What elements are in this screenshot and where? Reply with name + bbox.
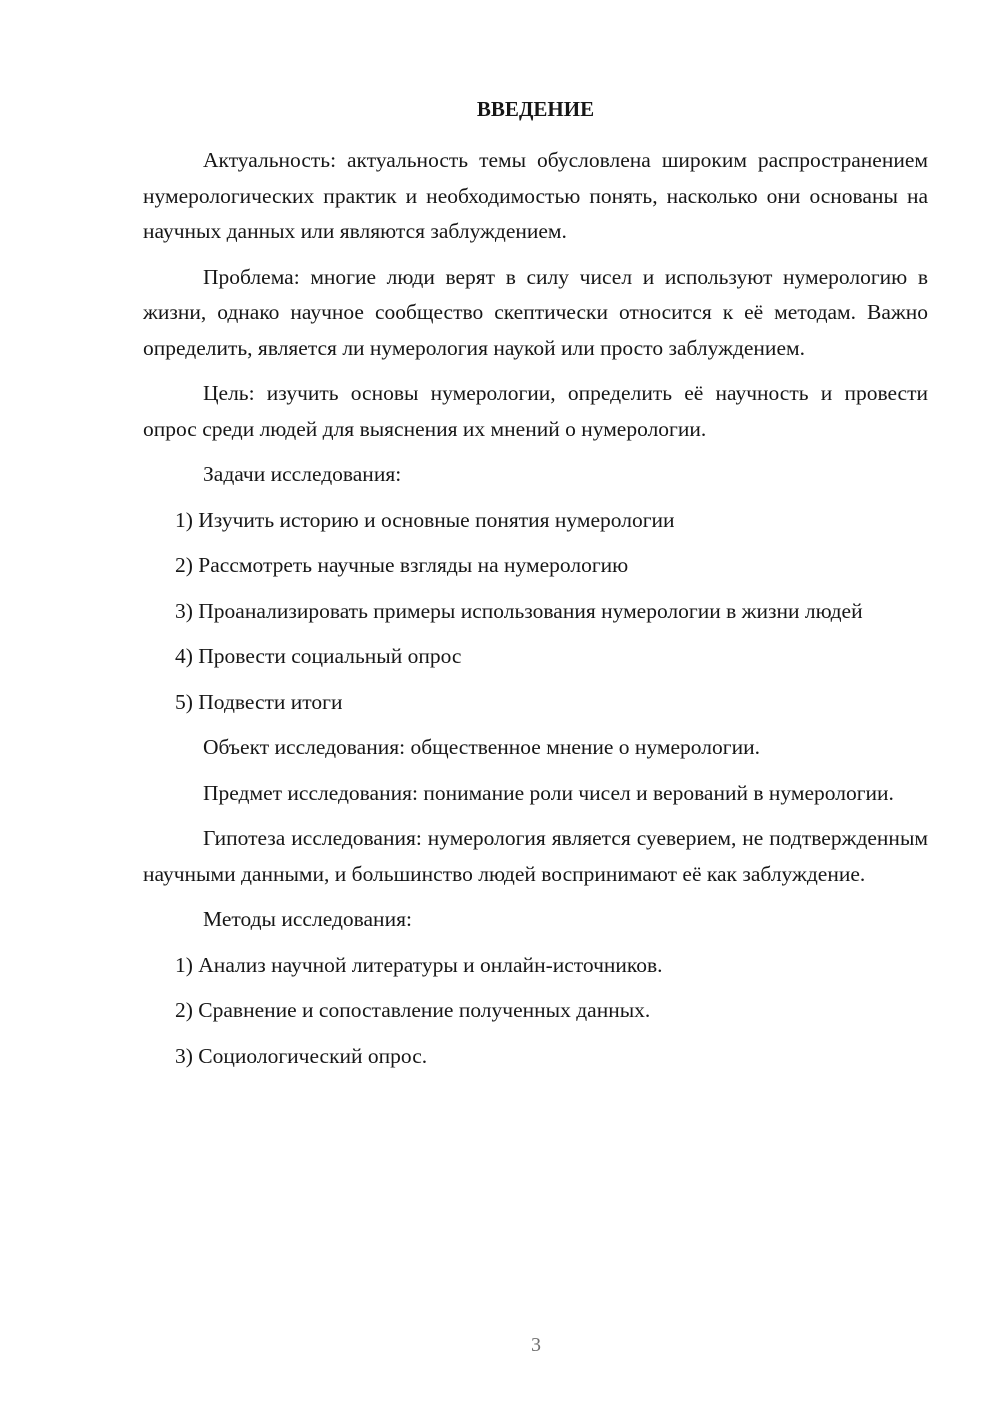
hypothesis-paragraph: Гипотеза исследования: нумерология является суеверием, не подтвержденным научными данными, и большинство людей воспринимают её как заблуждение. <box>143 826 928 886</box>
task-item: 1) Изучить историю и основные понятия нумерологии <box>175 507 675 532</box>
document-page <box>143 95 928 1084</box>
problem-paragraph: Проблема: многие люди верят в силу чисел и используют нумерологию в жизни, однако научное сообщество скептически относится к её методам. Важно определить, является ли нумерология наукой или просто заблуждением. <box>143 264 928 360</box>
task-item: 3) Проанализировать примеры использования нумерологии в жизни людей <box>175 598 863 623</box>
methods-heading: Методы исследования: <box>203 907 412 931</box>
method-item: 2) Сравнение и сопоставление полученных данных. <box>175 998 651 1022</box>
section-heading: ВВЕДЕНИЕ <box>476 97 595 121</box>
page-number: 3 <box>531 1334 541 1356</box>
object-paragraph: Объект исследования: общественное мнение о нумерологии. <box>203 735 760 759</box>
task-item: 4) Провести социальный опрос <box>175 644 462 668</box>
tasks-heading: Задачи исследования: <box>203 462 402 486</box>
task-item: 5) Подвести итоги <box>175 689 343 714</box>
subject-paragraph: Предмет исследования: понимание роли чисел и верований в нумерологии. <box>203 780 894 805</box>
goal-paragraph: Цель: изучить основы нумерологии, определить её научность и провести опрос среди людей для выяснения их мнений о нумерологии. <box>143 381 928 441</box>
method-item: 3) Социологический опрос. <box>175 1043 428 1068</box>
relevance-paragraph: Актуальность: актуальность темы обусловлена широким распространением нумерологических практик и необходимостью понять, насколько они основаны на научных данных или являются заблуждением. <box>143 148 928 243</box>
method-item: 1) Анализ научной литературы и онлайн-источников. <box>175 952 663 977</box>
task-item: 2) Рассмотреть научные взгляды на нумерологию <box>175 553 629 577</box>
